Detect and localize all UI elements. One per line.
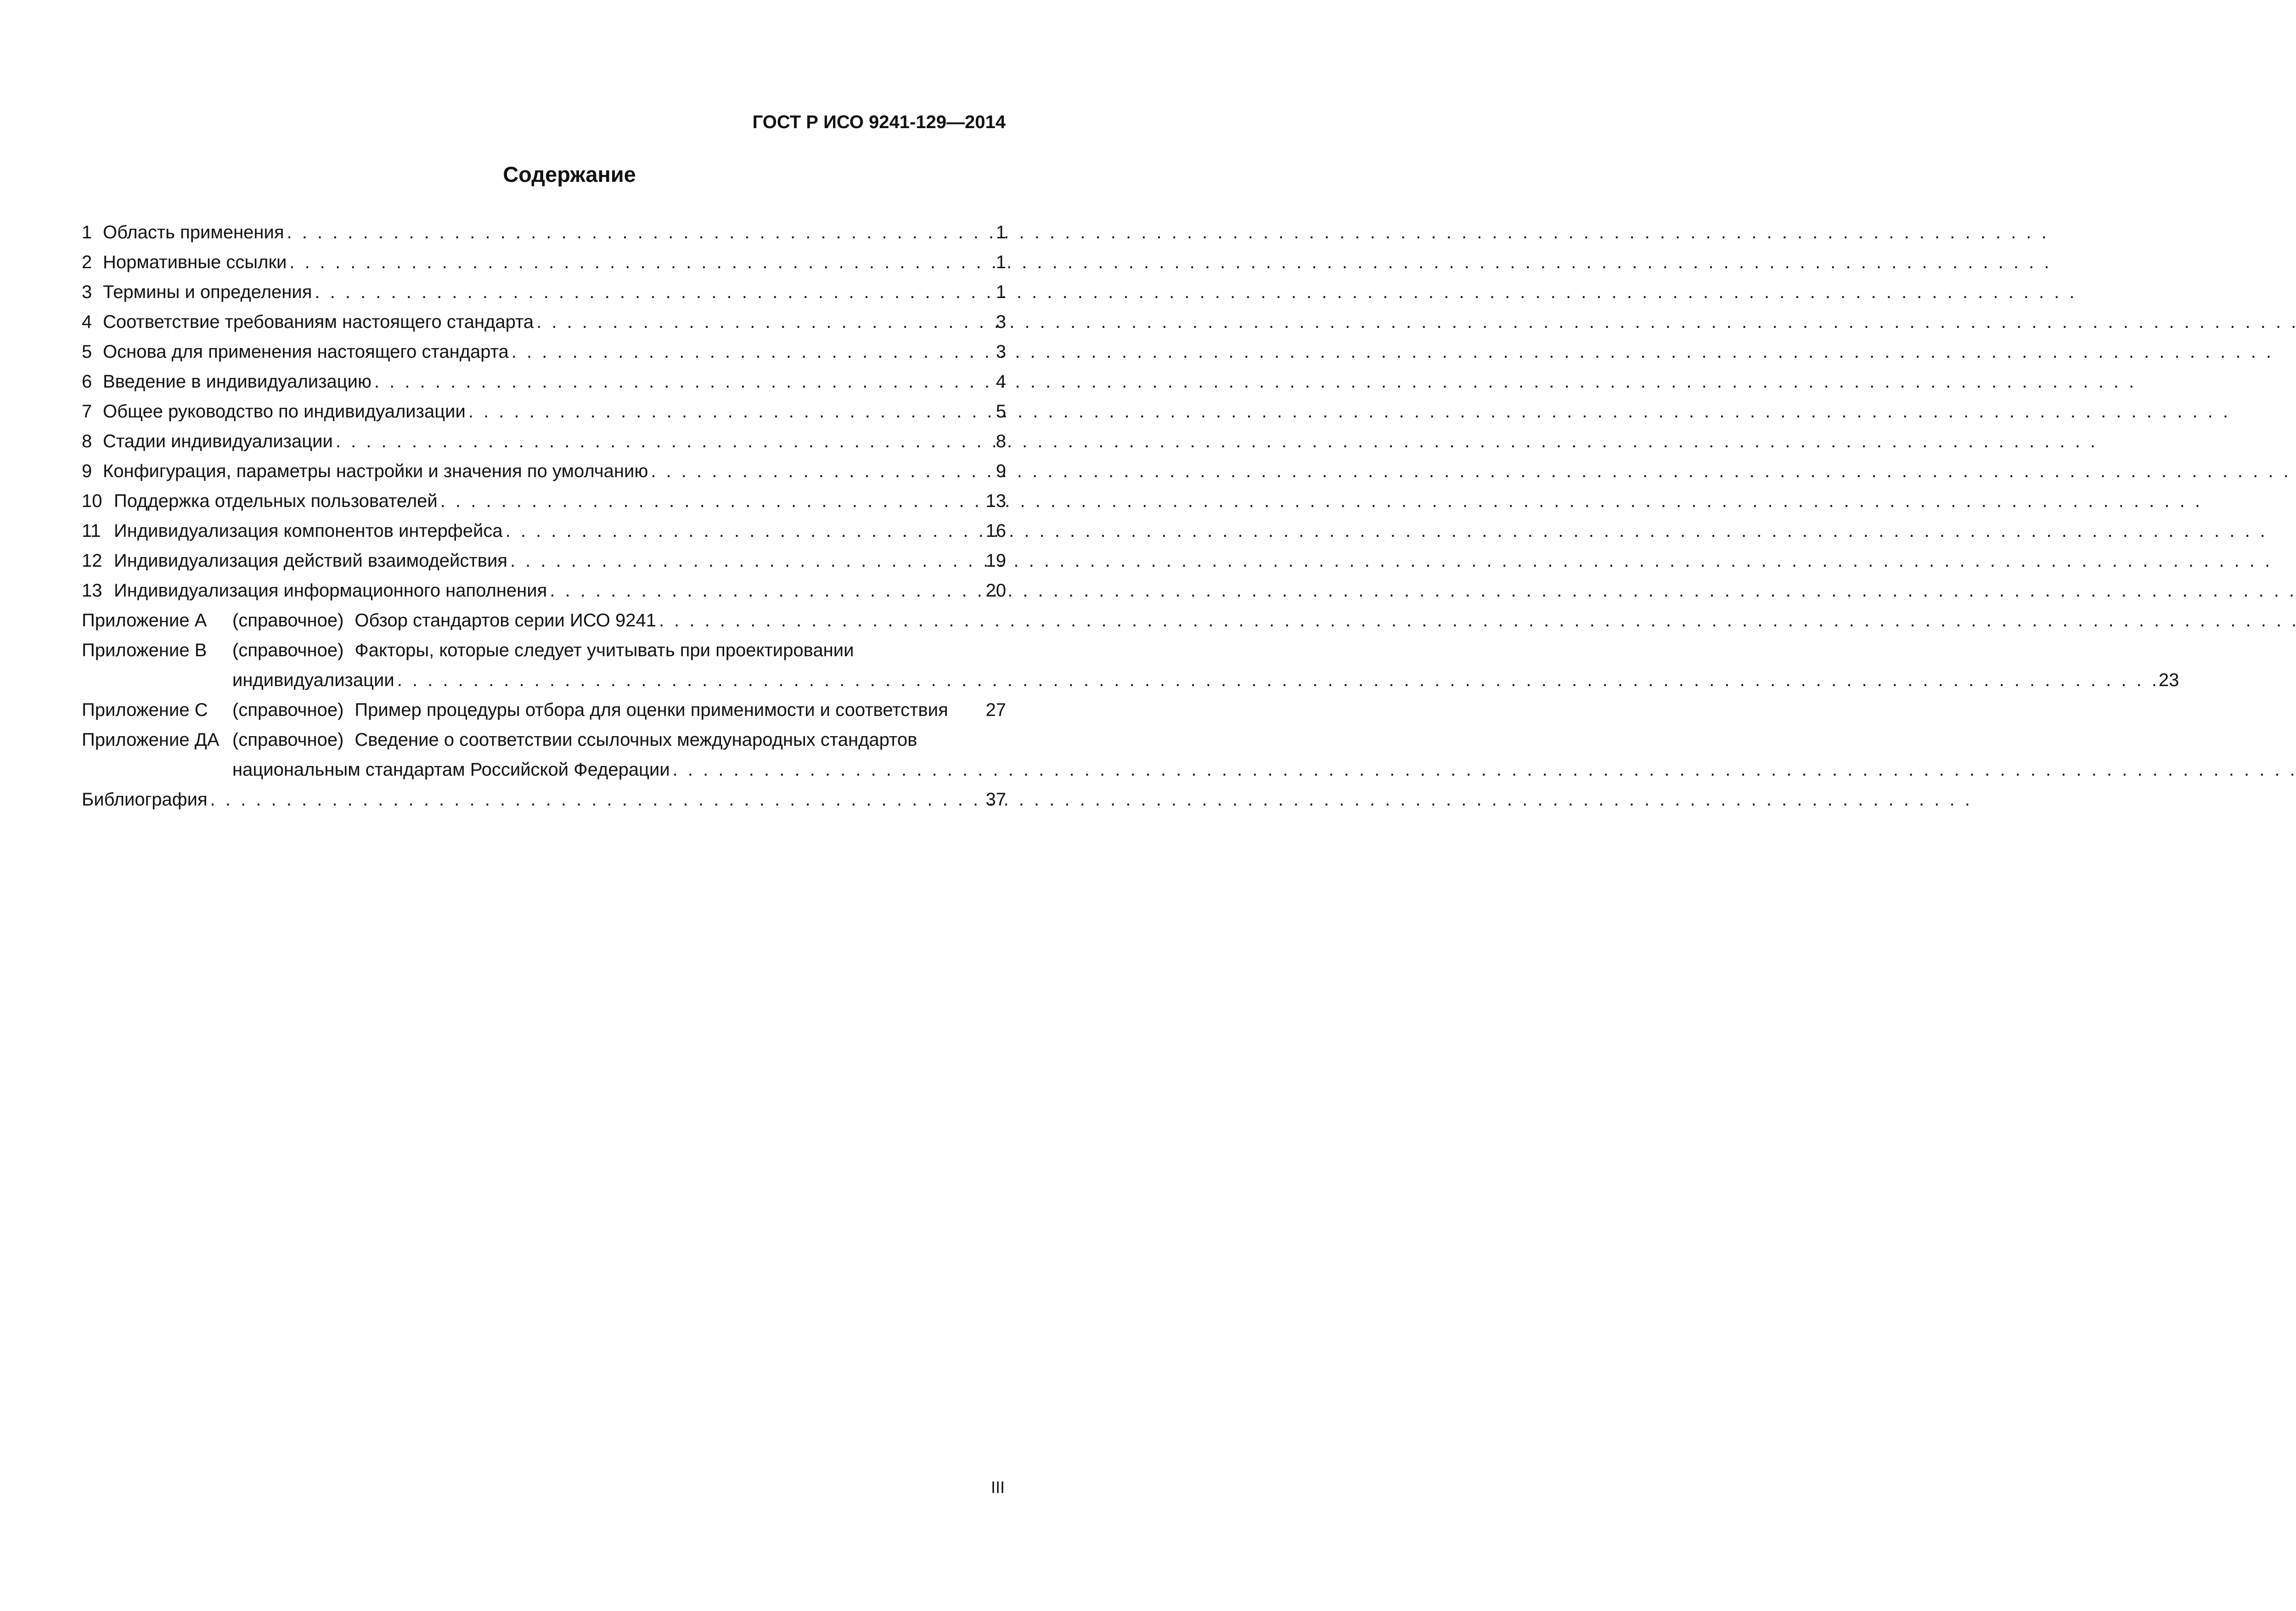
- appendix-type: (справочное): [232, 640, 344, 660]
- appendix-title: Сведение о соответствии ссылочных международных стандартов: [355, 730, 917, 750]
- toc-entry-label: Индивидуализация информационного наполнения: [114, 580, 547, 601]
- dot-leader: [208, 785, 984, 815]
- toc-entry-page: 9: [996, 461, 1006, 481]
- appendix-type: (справочное): [232, 730, 344, 750]
- appendix-type: (справочное): [232, 610, 344, 631]
- toc-entry[interactable]: [82, 218, 1006, 248]
- toc-title: Содержание: [503, 162, 636, 186]
- toc-entry-number: 1: [82, 222, 92, 242]
- dot-leader: [509, 337, 994, 367]
- toc-entry-label: Нормативные ссылки: [103, 252, 287, 272]
- toc-entry-number: 6: [82, 372, 92, 392]
- toc-entry-page: 1: [996, 252, 1006, 272]
- toc-entry[interactable]: [82, 367, 1006, 397]
- toc-entry-number: 12: [82, 551, 102, 571]
- toc-entry-number: 2: [82, 252, 92, 272]
- toc-entry-number: 9: [82, 461, 92, 481]
- dot-leader: [648, 456, 994, 486]
- appendix-title-continued: индивидуализации: [232, 670, 394, 690]
- dot-leader: [287, 248, 994, 277]
- document-code: ГОСТ Р ИСО 9241-129—2014: [752, 112, 1006, 132]
- table-of-contents: [82, 218, 2179, 815]
- toc-entry[interactable]: [82, 248, 1006, 277]
- toc-entry-label: Конфигурация, параметры настройки и значения по умолчанию: [103, 461, 648, 481]
- toc-entry-label: Поддержка отдельных пользователей: [114, 491, 438, 511]
- dot-leader: [438, 486, 984, 516]
- toc-entry-page: 8: [996, 431, 1006, 451]
- dot-leader: [371, 367, 994, 397]
- appendix-type: (справочное): [232, 700, 344, 720]
- toc-entry-label: Индивидуализация компонентов интерфейса: [114, 521, 503, 541]
- toc-entry-page: 4: [996, 372, 1006, 392]
- toc-entry-page: 1: [996, 282, 1006, 302]
- toc-entry[interactable]: [82, 307, 1006, 337]
- toc-entry[interactable]: [82, 576, 1006, 606]
- toc-entry[interactable]: [82, 397, 1006, 427]
- toc-entry-label: Основа для применения настоящего стандарта: [103, 342, 509, 362]
- bibliography-label: Библиография: [82, 789, 208, 810]
- toc-entry-page: 20: [985, 580, 1006, 601]
- toc-entry[interactable]: [82, 546, 1006, 576]
- toc-entry-label: Введение в индивидуализацию: [103, 372, 371, 392]
- appendix-name: Приложение С: [82, 700, 208, 720]
- toc-entry-bibliography[interactable]: [82, 785, 1006, 815]
- toc-appendix-entry[interactable]: [82, 636, 2179, 695]
- toc-entry-number: 10: [82, 491, 102, 511]
- toc-entry-page: 19: [985, 551, 1006, 571]
- toc-entry-number: 8: [82, 431, 92, 451]
- appendix-title: Пример процедуры отбора для оценки применимости и соответствия: [355, 700, 948, 720]
- toc-entry[interactable]: [82, 277, 1006, 307]
- toc-entry-number: 5: [82, 342, 92, 362]
- toc-entry[interactable]: [82, 427, 1006, 456]
- toc-entry-number: 13: [82, 580, 102, 601]
- toc-appendix-entry[interactable]: [82, 695, 1006, 725]
- toc-appendix-entry[interactable]: [82, 606, 1006, 636]
- dot-leader: [507, 546, 984, 576]
- toc-entry-number: 3: [82, 282, 92, 302]
- page-number: III: [990, 1478, 1005, 1497]
- toc-entry-page: 3: [996, 342, 1006, 362]
- toc-entry-label: Область применения: [103, 222, 284, 242]
- dot-leader: [534, 307, 994, 337]
- dot-leader: [394, 665, 2157, 695]
- dot-leader: [656, 606, 2296, 636]
- toc-entry-number: 7: [82, 401, 92, 422]
- toc-entry-label: Индивидуализация действий взаимодействия: [114, 551, 507, 571]
- toc-appendix-entry[interactable]: [82, 725, 1006, 785]
- dot-leader: [466, 397, 994, 427]
- appendix-name: Приложение ДА: [82, 730, 219, 750]
- toc-entry[interactable]: [82, 337, 1006, 367]
- dot-leader: [670, 755, 2296, 785]
- toc-entry-label: Соответствие требованиям настоящего стандарта: [103, 312, 534, 332]
- appendix-page: 23: [2158, 670, 2179, 690]
- appendix-title-continued: национальным стандартам Российской Федерации: [232, 760, 670, 780]
- appendix-title: Обзор стандартов серии ИСО 9241: [355, 610, 656, 631]
- toc-entry-number: 11: [82, 521, 101, 541]
- bibliography-page: 37: [985, 789, 1006, 810]
- toc-entry-page: 5: [996, 401, 1006, 422]
- dot-leader: [312, 277, 994, 307]
- dot-leader: [503, 516, 984, 546]
- toc-entry-page: 3: [996, 312, 1006, 332]
- dot-leader: [547, 576, 984, 606]
- toc-entry-number: 4: [82, 312, 92, 332]
- toc-entry[interactable]: [82, 456, 1006, 486]
- toc-entry-page: 13: [985, 491, 1006, 511]
- toc-entry-label: Термины и определения: [103, 282, 312, 302]
- appendix-name: Приложение А: [82, 610, 207, 631]
- dot-leader: [333, 427, 994, 456]
- toc-entry[interactable]: [82, 486, 1006, 516]
- toc-entry-page: 1: [996, 222, 1006, 242]
- appendix-title: Факторы, которые следует учитывать при проектировании: [355, 640, 854, 660]
- toc-entry-page: 16: [985, 521, 1006, 541]
- toc-entry-label: Общее руководство по индивидуализации: [103, 401, 466, 422]
- toc-entry-label: Стадии индивидуализации: [103, 431, 333, 451]
- appendix-name: Приложение В: [82, 640, 207, 660]
- appendix-page: 27: [985, 700, 1006, 720]
- dot-leader: [284, 218, 994, 248]
- toc-entry[interactable]: [82, 516, 1006, 546]
